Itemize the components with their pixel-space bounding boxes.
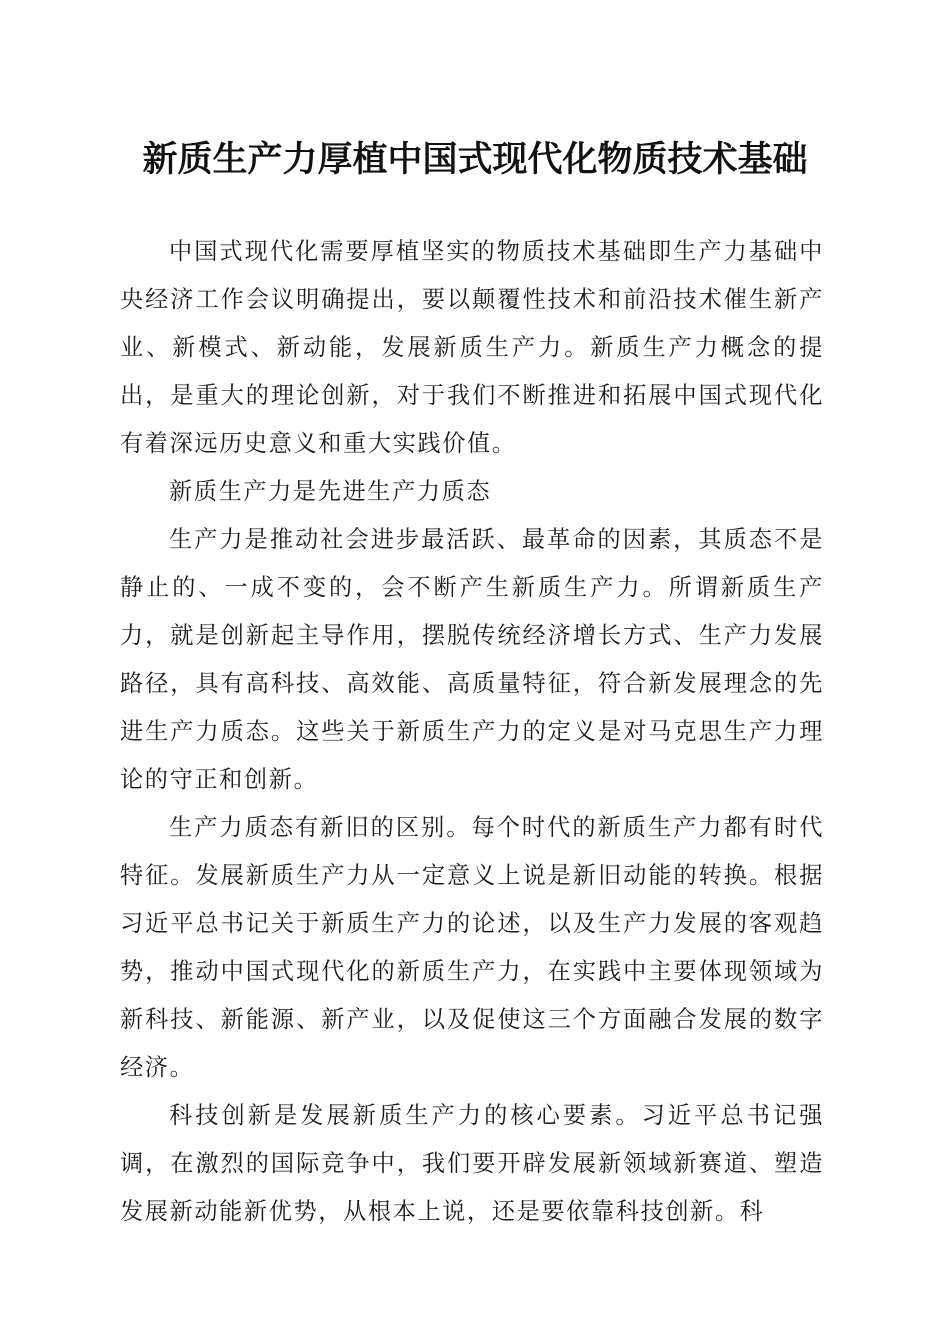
document-body [120, 228, 824, 1236]
paragraph-definition: 生产力是推动社会进步最活跃、最革命的因素，其质态不是静止的、一成不变的，会不断产生新质生产力。所谓新质生产力，就是创新起主导作用，摆脱传统经济增长方式、生产力发展路径，具有高科技、高效能、高质量特征，符合新发展理念的先进生产力质态。这些关于新质生产力的定义是对马克思生产力理论的守正和创新。 [120, 526, 824, 793]
paragraph-intro: 中国式现代化需要厚植坚实的物质技术基础即生产力基础中央经济工作会议明确提出，要以颠覆性技术和前沿技术催生新产业、新模式、新动能，发展新质生产力。新质生产力概念的提出，是重大的理论创新，对于我们不断推进和拓展中国式现代化有着深远历史意义和重大实践价值。 [120, 238, 824, 457]
paragraph-innovation: 科技创新是发展新质生产力的核心要素。习近平总书记强调，在激烈的国际竞争中，我们要开辟发展新领域新赛道、塑造发展新动能新优势，从根本上说，还是要依靠科技创新。科 [120, 1102, 824, 1225]
section-heading: 新质生产力是先进生产力质态 [169, 478, 492, 505]
document-title: 新质生产力厚植中国式现代化物质技术基础 [142, 140, 808, 180]
paragraph-quality-state: 生产力质态有新旧的区别。每个时代的新质生产力都有时代特征。发展新质生产力从一定意义上说是新旧动能的转换。根据习近平总书记关于新质生产力的论述，以及生产力发展的客观趋势，推动中国式现代化的新质生产力，在实践中主要体现领域为新科技、新能源、新产业，以及促使这三个方面融合发展的数字经济。 [120, 814, 824, 1081]
